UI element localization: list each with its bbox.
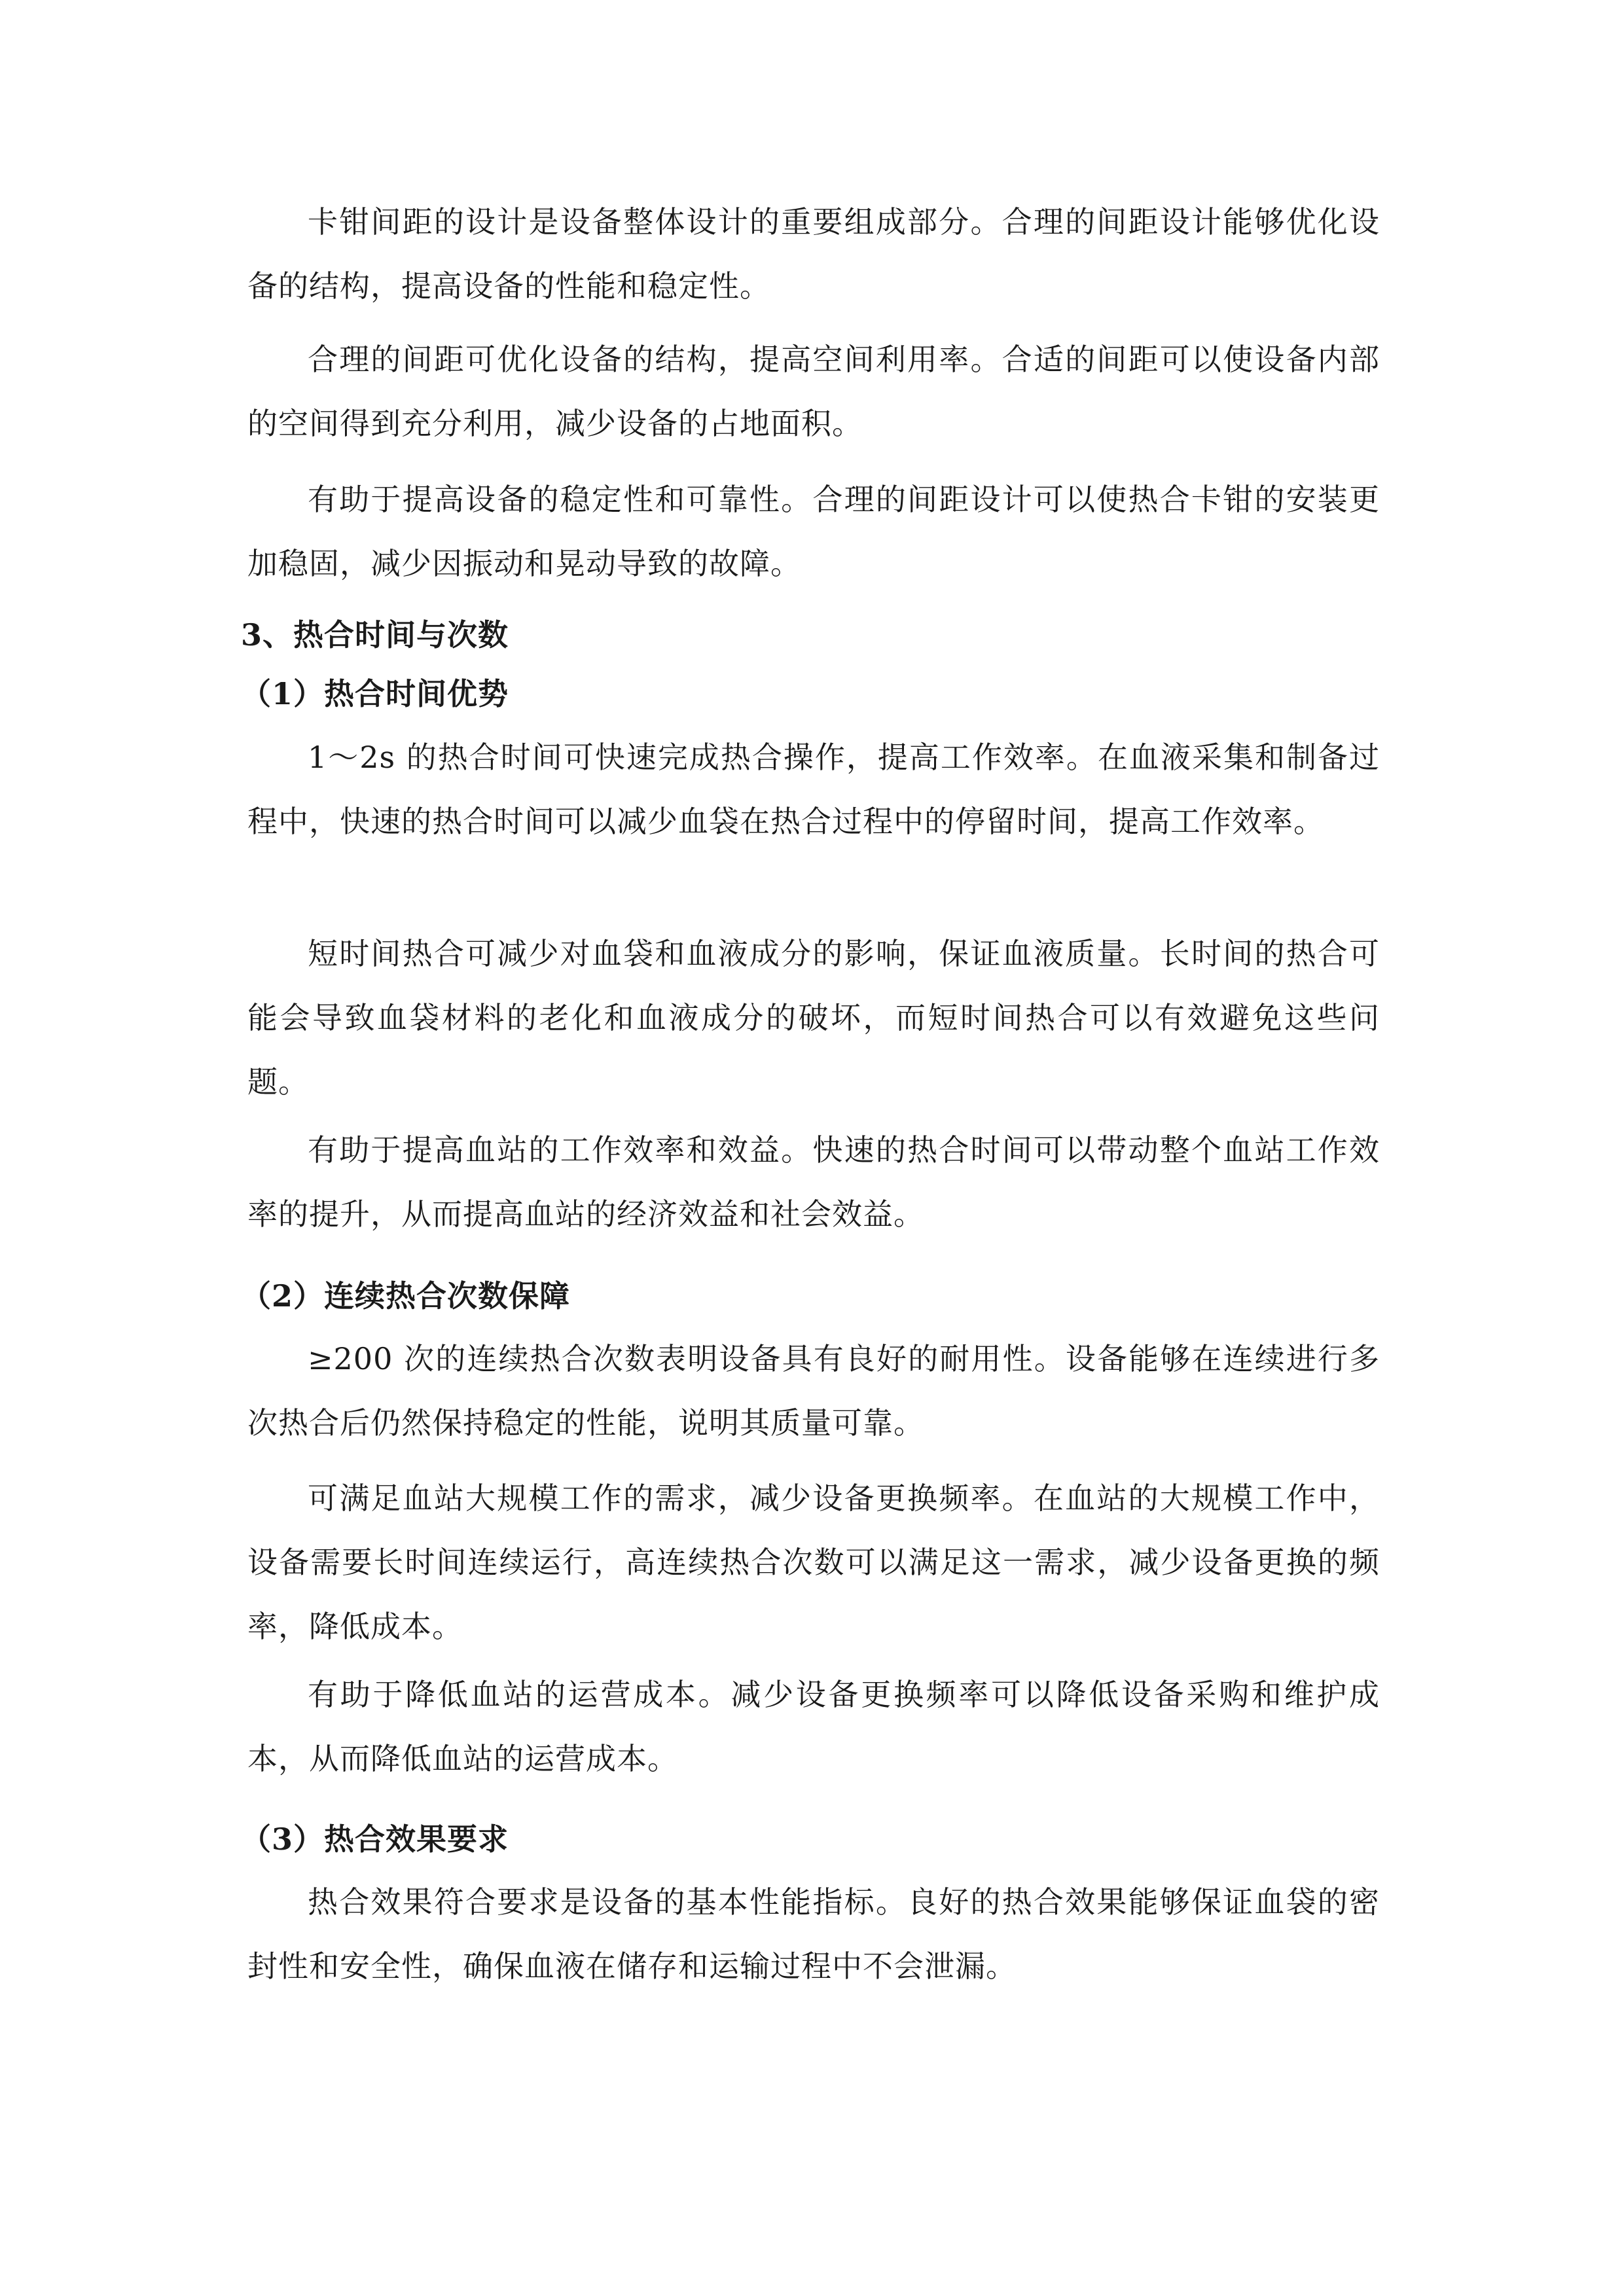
- paragraph-short-sealing-quality: 短时间热合可减少对血袋和血液成分的影响，保证血液质量。长时间的热合可能会导致血袋材料的老化和血液成分的破坏，而短时间热合可以有效避免这些问题。: [247, 936, 1380, 1100]
- paragraph-sealing-effect: 热合效果符合要求是设备的基本性能指标。良好的热合效果能够保证血袋的密封性和安全性，确保血液在储存和运输过程中不会泄漏。: [247, 1884, 1380, 1984]
- paragraph-fast-sealing-time: 1～2s 的热合时间可快速完成热合操作，提高工作效率。在血液采集和制备过程中，快速的热合时间可以减少血袋在热合过程中的停留时间，提高工作效率。: [247, 740, 1380, 839]
- paragraph-blood-station-efficiency: 有助于提高血站的工作效率和效益。快速的热合时间可以带动整个血站工作效率的提升，从而提高血站的经济效益和社会效益。: [247, 1132, 1380, 1232]
- paragraph-caliper-spacing-design: 卡钳间距的设计是设备整体设计的重要组成部分。合理的间距设计能够优化设备的结构，提高设备的性能和稳定性。: [247, 204, 1380, 304]
- paragraph-spacing-stability: 有助于提高设备的稳定性和可靠性。合理的间距设计可以使热合卡钳的安装更加稳固，减少因振动和晃动导致的故障。: [247, 482, 1380, 581]
- section-heading-sealing-time-count: 3、热合时间与次数: [241, 617, 509, 653]
- subheading-sealing-effect-requirement: （3）热合效果要求: [241, 1821, 509, 1857]
- subheading-sealing-time-advantage: （1）热合时间优势: [241, 676, 509, 711]
- subheading-continuous-sealing-count: （2）连续热合次数保障: [241, 1278, 571, 1314]
- paragraph-durability: ≥200 次的连续热合次数表明设备具有良好的耐用性。设备能够在连续进行多次热合后仍然保持稳定的性能，说明其质量可靠。: [247, 1341, 1380, 1441]
- paragraph-operating-cost: 有助于降低血站的运营成本。减少设备更换频率可以降低设备采购和维护成本，从而降低血站的运营成本。: [247, 1677, 1380, 1776]
- paragraph-spacing-space-utilization: 合理的间距可优化设备的结构，提高空间利用率。合适的间距可以使设备内部的空间得到充分利用，减少设备的占地面积。: [247, 342, 1380, 441]
- paragraph-large-scale-demand: 可满足血站大规模工作的需求，减少设备更换频率。在血站的大规模工作中，设备需要长时间连续运行，高连续热合次数可以满足这一需求，减少设备更换的频率，降低成本。: [247, 1480, 1380, 1644]
